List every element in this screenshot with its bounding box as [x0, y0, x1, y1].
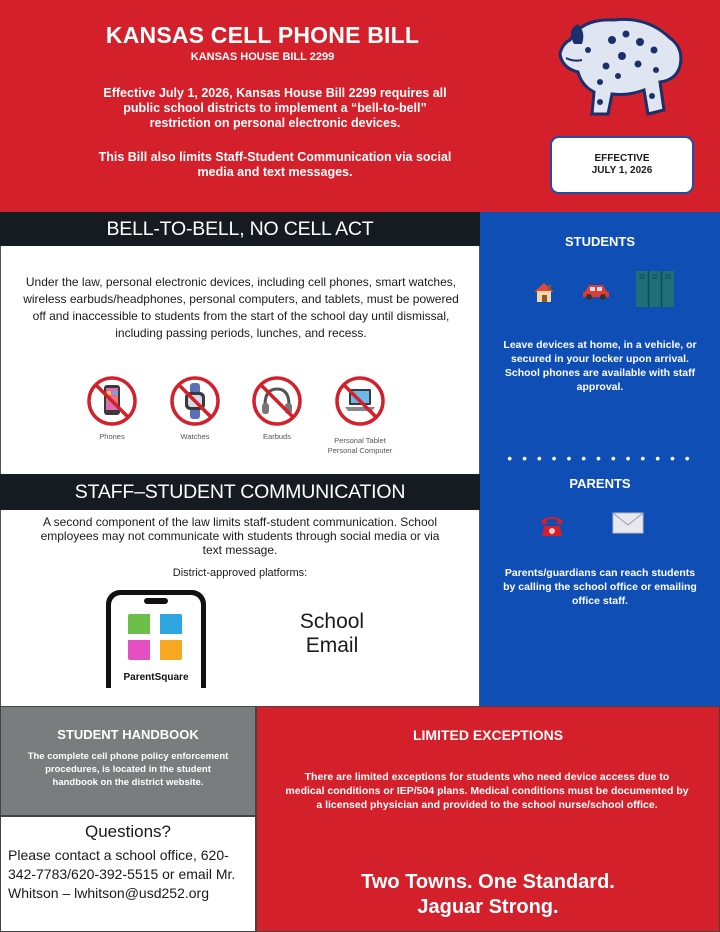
limited-exceptions-title: LIMITED EXCEPTIONS [412, 727, 564, 743]
device-label-earbuds: Earbuds [263, 432, 291, 441]
effective-label: EFFECTIVE [594, 153, 650, 164]
questions-title: Questions? [85, 822, 171, 841]
slogan [256, 870, 720, 920]
student-handbook-text: The complete cell phone policy enforcement procedures, is located in the student handbook on the district website. [27, 751, 229, 788]
students-title: STUDENTS [564, 234, 636, 249]
section-divider-dots: • • • • • • • • • • • • • [507, 450, 693, 466]
platforms-label: District-approved platforms: [172, 567, 308, 579]
device-label-tablet: Personal Tablet [334, 436, 386, 445]
no-earbuds-icon [251, 375, 303, 427]
bell-to-bell-heading: BELL-TO-BELL, NO CELL ACT [0, 212, 480, 246]
intro-paragraph: Effective July 1, 2026, Kansas House Bill 2299 requires all public school districts to implement a “bell-to-bell” restriction on personal electronic devices. [103, 86, 447, 130]
jaguar-mascot-icon [552, 10, 692, 120]
page-subtitle: KANSAS HOUSE BILL 2299 [190, 51, 335, 63]
staff-student-heading: STAFF–STUDENT COMMUNICATION [0, 474, 480, 510]
slogan-line1: Two Towns. One Standard. [361, 871, 615, 893]
students-text: Leave devices at home, in a vehicle, or secured in your locker upon arrival. School phones are available with staff approval. [503, 339, 697, 393]
house-icon [531, 280, 557, 304]
page-title: KANSAS CELL PHONE BILL [105, 22, 420, 48]
school-email-label [282, 610, 382, 658]
staff-student-text: A second component of the law limits staff-student communication. School employees may not communicate with students through social media or via text message. [40, 515, 440, 557]
school-email-line1: School [299, 610, 365, 633]
parentsquare-app-tile [104, 588, 208, 688]
telephone-icon [538, 512, 566, 538]
no-phone-icon [86, 375, 138, 427]
effective-date: JULY 1, 2026 [591, 165, 653, 176]
envelope-icon [612, 512, 644, 534]
slogan-line2: Jaguar Strong. [417, 896, 559, 918]
bell-to-bell-text: Under the law, personal electronic devices, including cell phones, smart watches, wireless earbuds/headphones, personal computers, and tablets, must be powered off and inaccessible to students from the start of the school day until dismissal, including passing periods, lunches, and recess. [23, 275, 459, 340]
no-watch-icon [169, 375, 221, 427]
no-computer-icon [334, 375, 386, 427]
parentsquare-label: ParentSquare [123, 672, 189, 683]
locker-icon [635, 270, 675, 308]
effective-date-badge [550, 136, 694, 194]
intro-paragraph-2: This Bill also limits Staff-Student Communication via social media and text messages. [98, 150, 452, 179]
student-handbook-title: STUDENT HANDBOOK [57, 727, 199, 742]
parents-text: Parents/guardians can reach students by calling the school office or emailing office staff. [503, 567, 697, 607]
car-icon [581, 280, 611, 302]
parents-title: PARENTS [569, 476, 631, 491]
device-label-watches: Watches [180, 432, 210, 441]
device-label-phones: Phones [99, 432, 125, 441]
device-label-computer: Personal Computer [327, 446, 393, 455]
questions-contact-text: Please contact a school office, 620-342-7783/620-392-5515 or email Mr. Whitson – lwhitson@usd252.org [8, 847, 236, 901]
school-email-line2: Email [305, 634, 359, 657]
limited-exceptions-text: There are limited exceptions for students who need device access due to medical conditions or IEP/504 plans. Medical conditions must be documented by a licensed physician and provided to the school nurse/school office. [285, 771, 689, 811]
